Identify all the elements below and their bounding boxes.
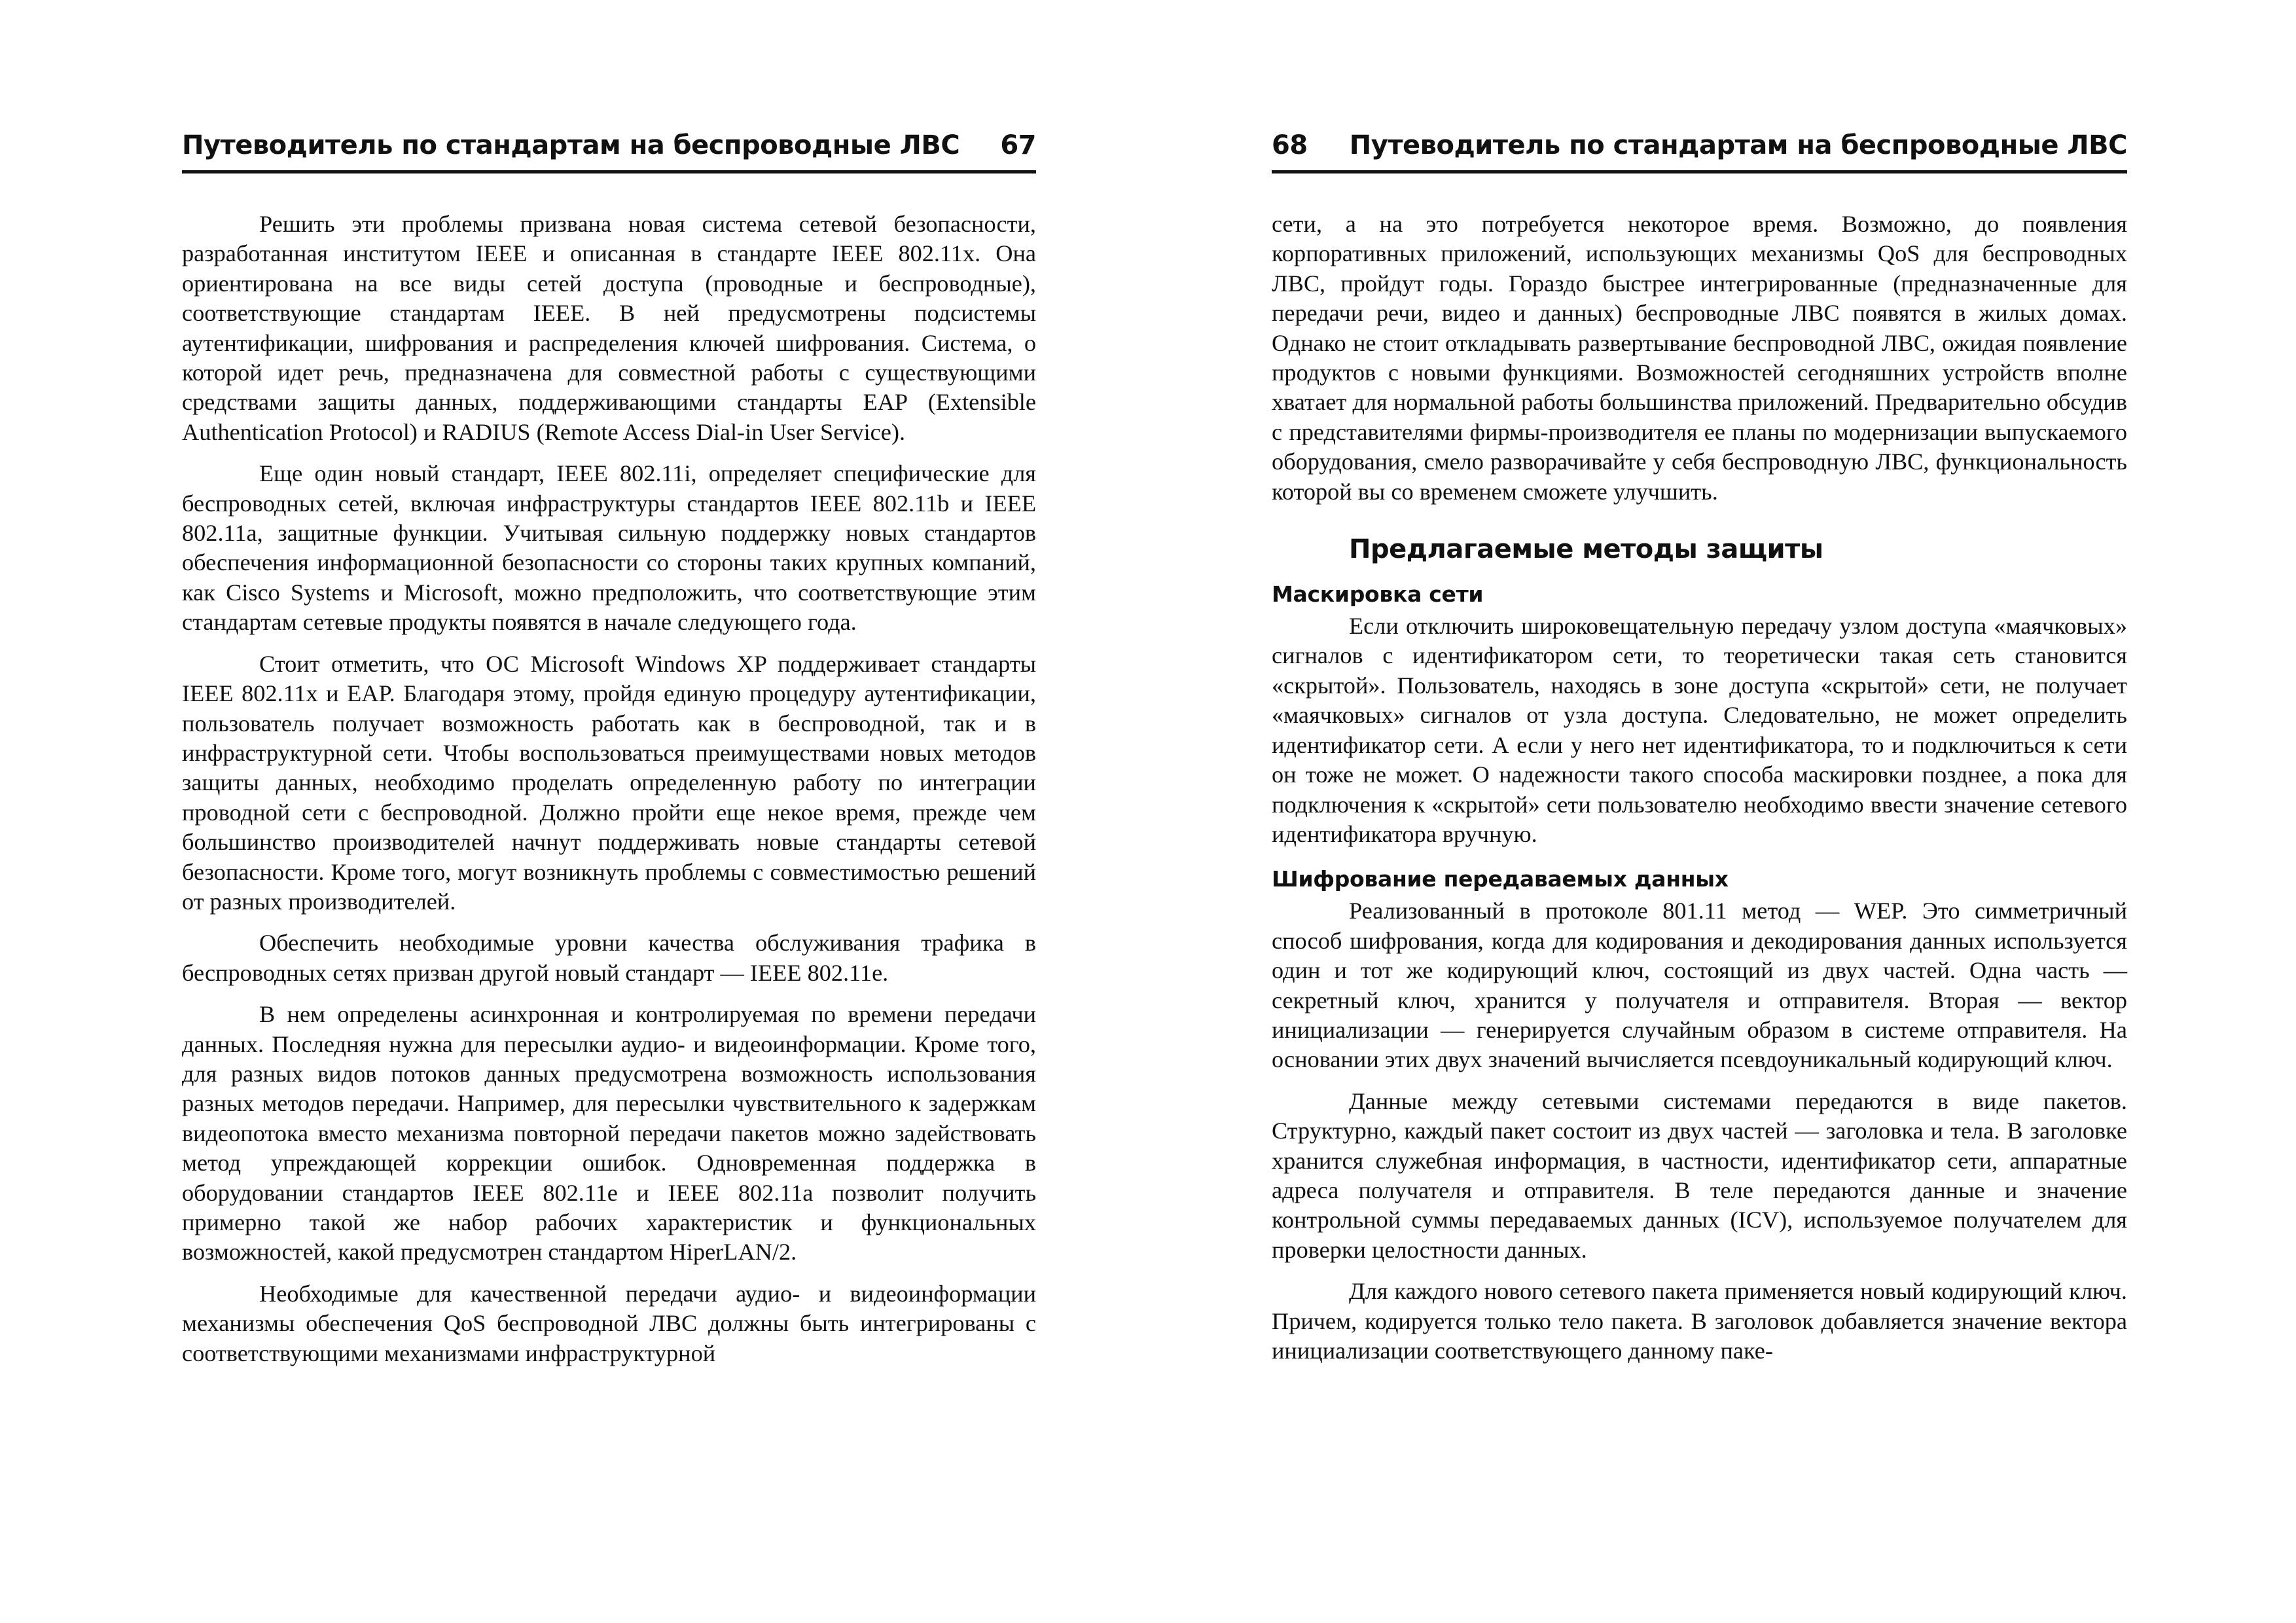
left-body-text bbox=[182, 210, 1036, 1380]
right-body-text bbox=[1272, 210, 2127, 1377]
right-header-title: Путеводитель по стандартам на беспроводные ЛВС bbox=[1349, 130, 2127, 160]
paragraph: Для каждого нового сетевого пакета применяется новый кодирующий ключ. Причем, кодируется только тело пакета. В заголовок добавляется значение вектора инициализации соответствующего данному паке- bbox=[1272, 1278, 2127, 1364]
left-header-title: Путеводитель по стандартам на беспроводные ЛВС bbox=[182, 130, 960, 160]
left-page-number: 67 bbox=[1000, 130, 1036, 160]
paragraph: Решить эти проблемы призвана новая система сетевой безопасности, разработанная институтом IEEE и описанная в стандарте IEEE 802.11x. Она ориентирована на все виды сетей доступа (проводные и беспроводные), соответствующие стандартам IEEE. В ней предусмотрены подсистемы аутентификации, шифрования и распределения ключей шифрования. Система, о которой идет речь, предназначена для совместной работы с существующими средствами защиты данных, поддерживающими стандарты EAP (Extensible Authentication Protocol) и RADIUS (Remote Access Dial-in User Service). bbox=[182, 211, 1036, 445]
left-page bbox=[182, 0, 1036, 1623]
subsection-heading-masking: Маскировка сети bbox=[1272, 581, 1484, 608]
paragraph: Необходимые для качественной передачи аудио- и видеоинформации механизмы обеспечения QoS беспроводной ЛВС должны быть интегрированы с соответствующими механизмами инфраструктурной bbox=[182, 1280, 1036, 1366]
continuation-paragraph: сети, а на это потребуется некоторое время. Возможно, до появления корпоративных приложений, использующих механизмы QoS для беспроводных ЛВС, пройдут годы. Гораздо быстрее интегрированные (предназначенные для передачи речи, видео и данных) беспроводные ЛВС появятся в жилых домах. Однако не стоит откладывать развертывание беспроводной ЛВС, ожидая появление продуктов с новыми функциями. Возможностей сегодняшних устройств вполне хватает для нормальной работы большинства приложений. Предварительно обсудив с представителями фирмы-производителя ее планы по модернизации выпускаемого оборудования, смело разворачивайте у себя беспроводную ЛВС, функциональность которой вы со временем сможете улучшить. bbox=[1272, 211, 2127, 505]
right-page bbox=[1272, 0, 2127, 1623]
paragraph: Реализованный в протоколе 801.11 метод — WEP. Это симметричный способ шифрования, когда для кодирования и декодирования данных используется один и тот же кодирующий ключ, состоящий из двух частей. Одна часть — секретный ключ, хранится у получателя и отправителя. Вторая — вектор инициализации — генерируется случайным образом в системе отправителя. На основании этих двух значений вычисляется псевдоуникальный кодирующий ключ. bbox=[1272, 898, 2127, 1073]
right-page-number: 68 bbox=[1272, 130, 1308, 160]
paragraph: В нем определены асинхронная и контролируемая по времени передачи данных. Последняя нужна для пересылки аудио- и видеоинформации. Кроме того, для разных видов потоков данных предусмотрена возможность использования разных методов передачи. Например, для пересылки чувствительного к задержкам видеопотока вместо механизма повторной передачи пакетов можно задействовать метод упреждающей коррекции ошибок. Одновременная поддержка в оборудовании стандартов IEEE 802.11e и IEEE 802.11a позволит получить примерно такой же набор рабочих характеристик и функциональных возможностей, какой предусмотрен стандартом HiperLAN/2. bbox=[182, 1001, 1036, 1266]
paragraph: Обеспечить необходимые уровни качества обслуживания трафика в беспроводных сетях призван другой новый стандарт — IEEE 802.11e. bbox=[182, 930, 1036, 986]
paragraph: Стоит отметить, что ОС Microsoft Windows XP поддерживает стандарты IEEE 802.11x и EAP. Благодаря этому, пройдя единую процедуру аутентификации, пользователь получает возможность работать как в беспроводной, так и в инфраструктурной сети. Чтобы воспользоваться преимуществами новых методов защиты данных, необходимо проделать определенную работу по интеграции проводной сети с беспроводной. Должно пройти еще некое время, прежде чем большинство производителей начнут поддерживать новые стандарты сетевой безопасности. Кроме того, могут возникнуть проблемы с совместимостью решений от разных производителей. bbox=[182, 650, 1036, 915]
left-running-head bbox=[182, 130, 1036, 173]
section-heading: Предлагаемые методы защиты bbox=[1349, 534, 1823, 565]
paragraph: Данные между сетевыми системами передаются в виде пакетов. Структурно, каждый пакет состоит из двух частей — заголовка и тела. В заголовке хранится служебная информация, в частности, идентификатор сети, аппаратные адреса получателя и отправителя. В теле передаются данные и значение контрольной суммы передаваемых данных (ICV), используемое получателем для проверки целостности данных. bbox=[1272, 1087, 2127, 1263]
paragraph: Еще один новый стандарт, IEEE 802.11i, определяет специфические для беспроводных сетей, включая инфраструктуры стандартов IEEE 802.11b и IEEE 802.11a, защитные функции. Учитывая сильную поддержку новых стандартов обеспечения информационной безопасности со стороны таких крупных компаний, как Cisco Systems и Microsoft, можно предположить, что соответствующие этим стандартам сетевые продукты появятся в начале следующего года. bbox=[182, 460, 1036, 636]
right-running-head bbox=[1272, 130, 2127, 173]
subsection-heading-encryption: Шифрование передаваемых данных bbox=[1272, 866, 1729, 892]
paragraph: Если отключить широковещательную передачу узлом доступа «маячковых» сигналов с идентификатором сети, то теоретически такая сеть становится «скрытой». Пользователь, находясь в зоне доступа «скрытой» сети, не получает «маячковых» сигналов от узла доступа. Следовательно, не может определить идентификатор сети. А если у него нет идентификатора, то и подключиться к сети он тоже не может. О надежности такого способа маскировки позднее, а пока для подключения к «скрытой» сети пользователю необходимо ввести значение сетевого идентификатора вручную. bbox=[1272, 613, 2127, 847]
